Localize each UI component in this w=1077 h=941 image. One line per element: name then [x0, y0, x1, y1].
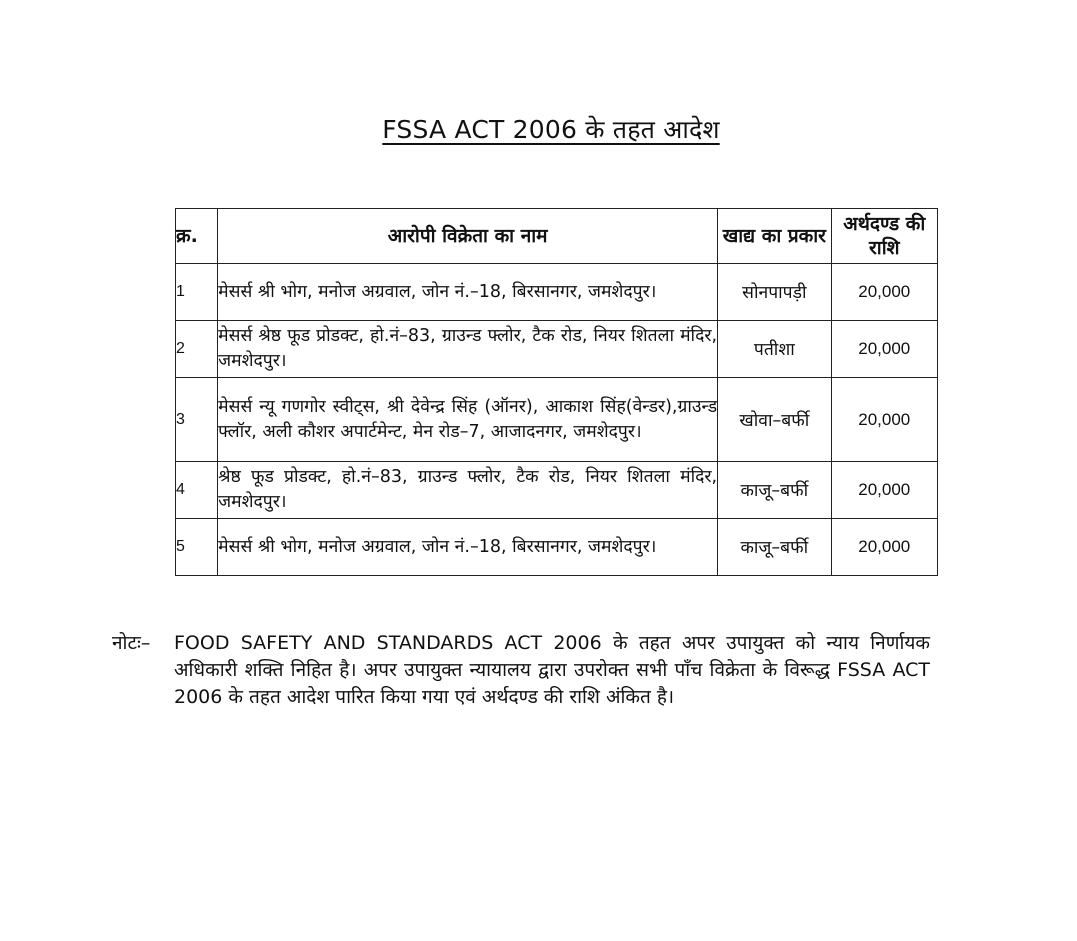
note-label: नोटः– — [112, 632, 151, 654]
row-food-type: सोनपापड़ी — [718, 264, 831, 321]
table-row — [176, 378, 938, 462]
penalty-table — [175, 208, 938, 576]
note-text: FOOD SAFETY AND STANDARDS ACT 2006 के तहत अपर उपायुक्त को न्याय निर्णायक अधिकारी शक्ति निहित है। अपर उपायुक्त न्यायालय द्वारा उपरोक्त सभी पाँच विक्रेता के विरूद्ध FSSA ACT 2006 के तहत आदेश पारित किया गया एवं अर्थदण्ड की राशि अंकित है। — [174, 632, 930, 708]
row-fine-amount: 20,000 — [831, 321, 937, 378]
header-serial-number: क्र. — [176, 209, 218, 264]
table-row — [176, 321, 938, 378]
table-row — [176, 264, 938, 321]
row-serial-number: 2 — [176, 321, 218, 378]
table-header-row — [176, 209, 938, 264]
row-seller-name: श्रेष्ठ फूड प्रोडक्ट, हो.नं–83, ग्राउन्ड फ्लोर, टैक रोड, नियर शितला मंदिर, जमशेदपुर। — [218, 462, 718, 519]
header-food-type: खाद्य का प्रकार — [718, 209, 831, 264]
row-food-type: खोवा–बर्फी — [718, 378, 831, 462]
row-serial-number: 4 — [176, 462, 218, 519]
page-title: FSSA ACT 2006 के तहत आदेश — [382, 115, 720, 144]
row-food-type: काजू–बर्फी — [718, 519, 831, 576]
row-food-type: काजू–बर्फी — [718, 462, 831, 519]
row-fine-amount: 20,000 — [831, 264, 937, 321]
row-seller-name: मेसर्स श्रेष्ठ फूड प्रोडक्ट, हो.नं–83, ग्राउन्ड फ्लोर, टैक रोड, नियर शितला मंदिर, जमशेदपुर। — [218, 321, 718, 378]
note-section — [112, 630, 930, 711]
table-row — [176, 462, 938, 519]
row-food-type: पतीशा — [718, 321, 831, 378]
header-fine-amount: अर्थदण्ड की राशि — [831, 209, 937, 264]
table-row — [176, 519, 938, 576]
row-fine-amount: 20,000 — [831, 519, 937, 576]
row-fine-amount: 20,000 — [831, 378, 937, 462]
row-serial-number: 3 — [176, 378, 218, 462]
row-serial-number: 5 — [176, 519, 218, 576]
row-seller-name: मेसर्स श्री भोग, मनोज अग्रवाल, जोन नं.–18, बिरसानगर, जमशेदपुर। — [218, 264, 718, 321]
row-seller-name: मेसर्स न्यू गणगोर स्वीट्स, श्री देवेन्द्र सिंह (ऑनर), आकाश सिंह(वेन्डर),ग्राउन्ड फ्लॉर, अली कौशर अपार्टमेन्ट, मेन रोड–7, आजादनगर, जमशेदपुर। — [218, 378, 718, 462]
header-seller-name: आरोपी विक्रेता का नाम — [218, 209, 718, 264]
row-seller-name: मेसर्स श्री भोग, मनोज अग्रवाल, जोन नं.–18, बिरसानगर, जमशेदपुर। — [218, 519, 718, 576]
row-fine-amount: 20,000 — [831, 462, 937, 519]
row-serial-number: 1 — [176, 264, 218, 321]
